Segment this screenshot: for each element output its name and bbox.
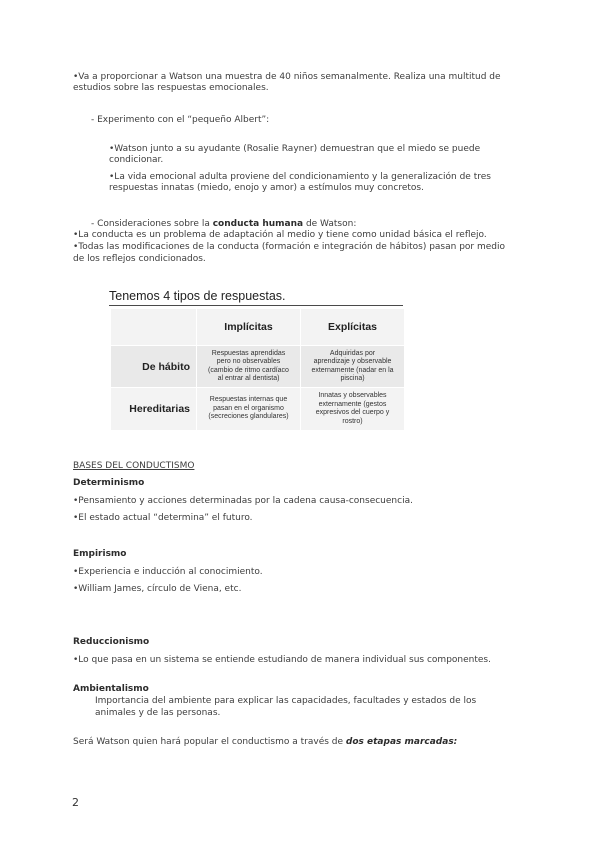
conducta-heading (91, 219, 356, 231)
albert-p2-line-2: respuestas innatas (miedo, enojo y amor) a estímulos muy concretos. (109, 183, 424, 193)
cell-line: piscina) (340, 375, 365, 382)
determinismo-heading: Determinismo (73, 478, 145, 488)
cell-line: al entrar al dentista) (217, 375, 280, 382)
conducta-line-3: de los reflejos condicionados. (73, 254, 206, 264)
intro-line-2: estudios sobre las respuestas emocionales. (73, 83, 269, 93)
empirismo-line-1: •Experiencia e inducción al conocimiento. (73, 567, 263, 577)
conducta-line-2: •Todas las modificaciones de la conducta (formación e integración de hábitos) pasan por medio (73, 242, 505, 252)
closing-sentence (73, 737, 457, 749)
table-row-label-habito: De hábito (111, 346, 197, 388)
table-row (111, 346, 405, 388)
ambientalismo-line-2: animales y de las personas. (95, 708, 221, 718)
albert-p2-line-1: •La vida emocional adulta proviene del condicionamiento y la generalización de tres (109, 172, 491, 182)
cell-line: Adquiridas por (329, 349, 376, 357)
empirismo-line-2: •William James, círculo de Viena, etc. (73, 584, 242, 594)
cell-line: (secreciones glandulares) (208, 413, 289, 421)
cell-line: externamente (nadar en la (311, 366, 394, 374)
conducta-line-1: •La conducta es un problema de adaptación al medio y tiene como unidad básica el reflejo. (73, 230, 487, 240)
table-col-implicitas: Implícitas (197, 309, 301, 346)
reduccionismo-heading: Reduccionismo (73, 637, 150, 647)
closing-sentence-pre: Será Watson quien hará popular el conductismo a través de (73, 737, 346, 747)
table-corner-cell (111, 309, 197, 346)
conducta-heading-post: de Watson: (303, 219, 357, 229)
cell-line: expresivos del cuerpo y (315, 409, 390, 416)
reduccionismo-line-1: •Lo que pasa en un sistema se entiende estudiando de manera individual sus componentes. (73, 655, 491, 665)
empirismo-heading: Empirismo (73, 549, 127, 559)
determinismo-line-1: •Pensamiento y acciones determinadas por la cadena causa-consecuencia. (73, 496, 413, 506)
cell-line: Respuestas aprendidas (211, 349, 286, 357)
cell-line: pero no observables (216, 358, 281, 365)
intro-line-1: •Va a proporcionar a Watson una muestra de 40 niños semanalmente. Realiza una multitud de (73, 72, 501, 82)
closing-sentence-bold: dos etapas marcadas: (345, 737, 458, 747)
table-cell-habito-implicitas (197, 346, 301, 388)
page-number: 2 (72, 796, 79, 809)
albert-p1-line-1: •Watson junto a su ayudante (Rosalie Rayner) demuestran que el miedo se puede (109, 144, 481, 154)
cell-line: externamente (gestos (318, 400, 387, 408)
albert-p1-line-2: condicionar. (109, 155, 164, 165)
table-title-rule (109, 305, 403, 306)
cell-line: pasan en el organismo (213, 404, 284, 412)
conducta-heading-bold: conducta humana (212, 219, 304, 229)
cell-line: Respuestas internas que (209, 396, 288, 404)
table-row (111, 388, 405, 431)
ambientalismo-heading: Ambientalismo (73, 684, 149, 694)
determinismo-line-2: •El estado actual “determina” el futuro. (73, 513, 253, 523)
table-row-label-hereditarias: Hereditarias (111, 388, 197, 431)
ambientalismo-line-1: Importancia del ambiente para explicar las capacidades, facultades y estados de los (95, 696, 477, 706)
table-header-row (111, 309, 405, 346)
cell-line: (cambio de ritmo cardíaco (208, 366, 289, 374)
bases-title: BASES DEL CONDUCTISMO (73, 461, 195, 471)
albert-heading: - Experimento con el “pequeño Albert”: (91, 115, 270, 125)
table-cell-hereditarias-explicitas (301, 388, 405, 431)
response-types-table (110, 308, 405, 431)
table-cell-hereditarias-implicitas (197, 388, 301, 431)
table-cell-habito-explicitas (301, 346, 405, 388)
table-col-explicitas: Explícitas (301, 309, 405, 346)
cell-line: aprendizaje y observable (313, 358, 392, 365)
cell-line: rostro) (342, 417, 363, 425)
conducta-heading-pre: - Consideraciones sobre la (91, 219, 213, 229)
cell-line: Innatas y observables (318, 392, 387, 399)
table-title: Tenemos 4 tipos de respuestas. (109, 289, 286, 303)
response-types-figure (109, 289, 405, 435)
